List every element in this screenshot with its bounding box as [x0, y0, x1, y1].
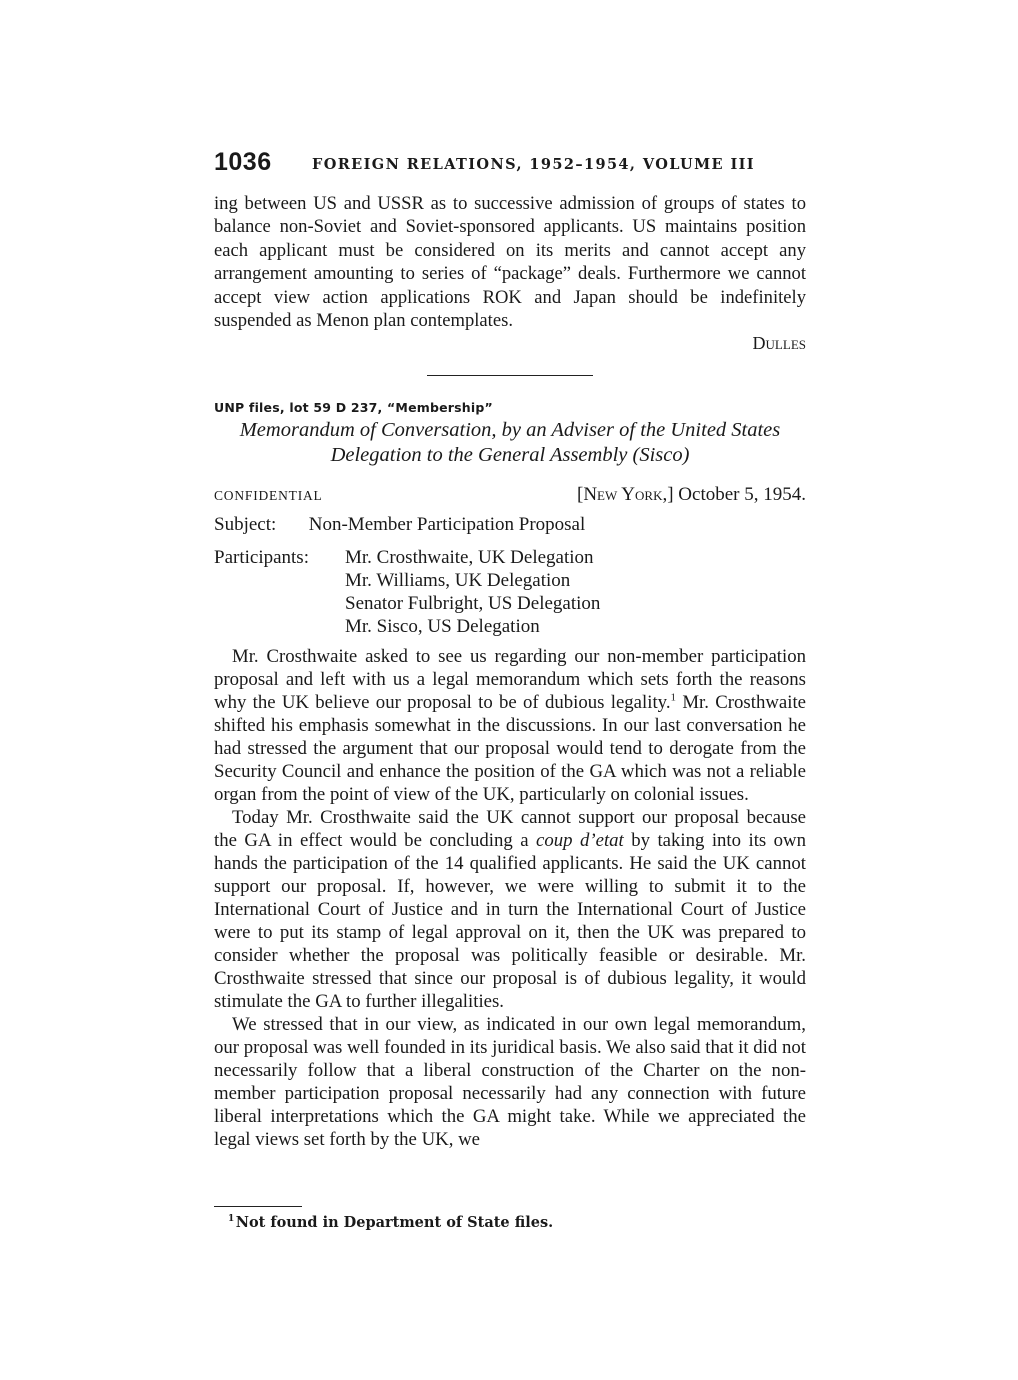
footnote-divider [214, 1206, 302, 1207]
place-bracket-open: [ [576, 484, 584, 505]
intro-paragraph: ing between US and USSR as to successive admission of groups of states to balance non-Soviet and Soviet-sponsored applicants. US maintains position each applicant must be considered on its merits and cannot accept any arrangement amounting to series of “package” deals. Furthermore we cannot accept view action applications ROK and Japan should be indefinitely suspended as Menon plan contemplates. [214, 193, 806, 332]
subject-text: Non-Member Participation Proposal [308, 514, 586, 535]
document-title-line-1: Memorandum of Conversation, by an Adviser of the United States [239, 419, 781, 441]
footnote-marker: 1 [228, 1214, 235, 1225]
section-divider [427, 375, 593, 376]
classification-label: CONFIDENTIAL [214, 488, 323, 503]
document-title [214, 418, 806, 468]
body-paragraph-1-text-a: Mr. Crosthwaite asked to see us regarding our non-member participation proposal and left with us a legal memorandum which sets forth the reasons why the UK believe our proposal to be of dubious legality. [214, 646, 806, 713]
source-citation: UNP files, lot 59 D 237, “Membership” [214, 400, 493, 415]
participant: Mr. Williams, UK Delegation [345, 570, 571, 591]
document-title-line-2: Delegation to the General Assembly (Sisco) [330, 444, 690, 466]
participant: Mr. Sisco, US Delegation [345, 616, 540, 637]
date: October 5, 1954. [673, 484, 806, 505]
participant: Mr. Crosthwaite, UK Delegation [345, 547, 594, 568]
participant: Senator Fulbright, US Delegation [345, 593, 601, 614]
body-paragraph-2 [214, 806, 806, 1013]
page-number: 1036 [214, 148, 272, 176]
subject-line [214, 514, 806, 536]
intro-section [214, 192, 806, 356]
body-paragraph-1-text-b: Mr. Crosthwaite shifted his emphasis somewhat in the discussions. In our last conversation he had stressed the argument that our proposal would tend to derogate from the Security Council and enhance the position of the GA which was not a reliable organ from the point of view of the UK, particularly on colonial issues. [214, 692, 807, 805]
page-header [214, 148, 806, 180]
italic-phrase: coup d’etat [536, 830, 624, 851]
footnote-text: Not found in Department of State files. [235, 1214, 554, 1231]
memo-body [214, 645, 806, 1151]
footnote [228, 1214, 820, 1231]
place-date [577, 484, 806, 506]
body-paragraph-3: We stressed that in our view, as indicated in our own legal memorandum, our proposal was well founded in its juridical basis. We also said that it did not necessarily follow that a liberal construction of the Charter on the non-member participation proposal necessarily had any connection with future liberal interpretations which the GA might take. While we appreciated the legal views set forth by the UK, we [214, 1014, 806, 1150]
running-head: FOREIGN RELATIONS, 1952–1954, VOLUME III [312, 156, 755, 173]
subject-label: Subject: [214, 514, 277, 535]
place-bracket-close: ] [667, 484, 674, 505]
participants-list [345, 546, 745, 638]
place: New York, [583, 484, 668, 505]
body-paragraph-2-text-a: Today Mr. Crosthwaite said the UK cannot support our proposal because the GA in effect would be concluding a [214, 807, 806, 851]
body-paragraph-1 [214, 645, 806, 806]
footnote-reference[interactable]: 1 [670, 691, 677, 704]
participants-label: Participants: [214, 547, 309, 568]
signature: Dulles [752, 333, 806, 354]
body-paragraph-2-text-b: by taking into its own hands the participation of the 14 qualified applicants. He said the UK cannot support our proposal. If, however, we were willing to submit it to the International Court of Justice and in turn the International Court of Justice were to put its stamp of legal approval on it, then the UK was prepared to consider whether the proposal was politically feasible or desirable. Mr. Crosthwaite stressed that since our proposal is of dubious legality, it would stimulate the GA to further illegalities. [214, 830, 807, 1012]
